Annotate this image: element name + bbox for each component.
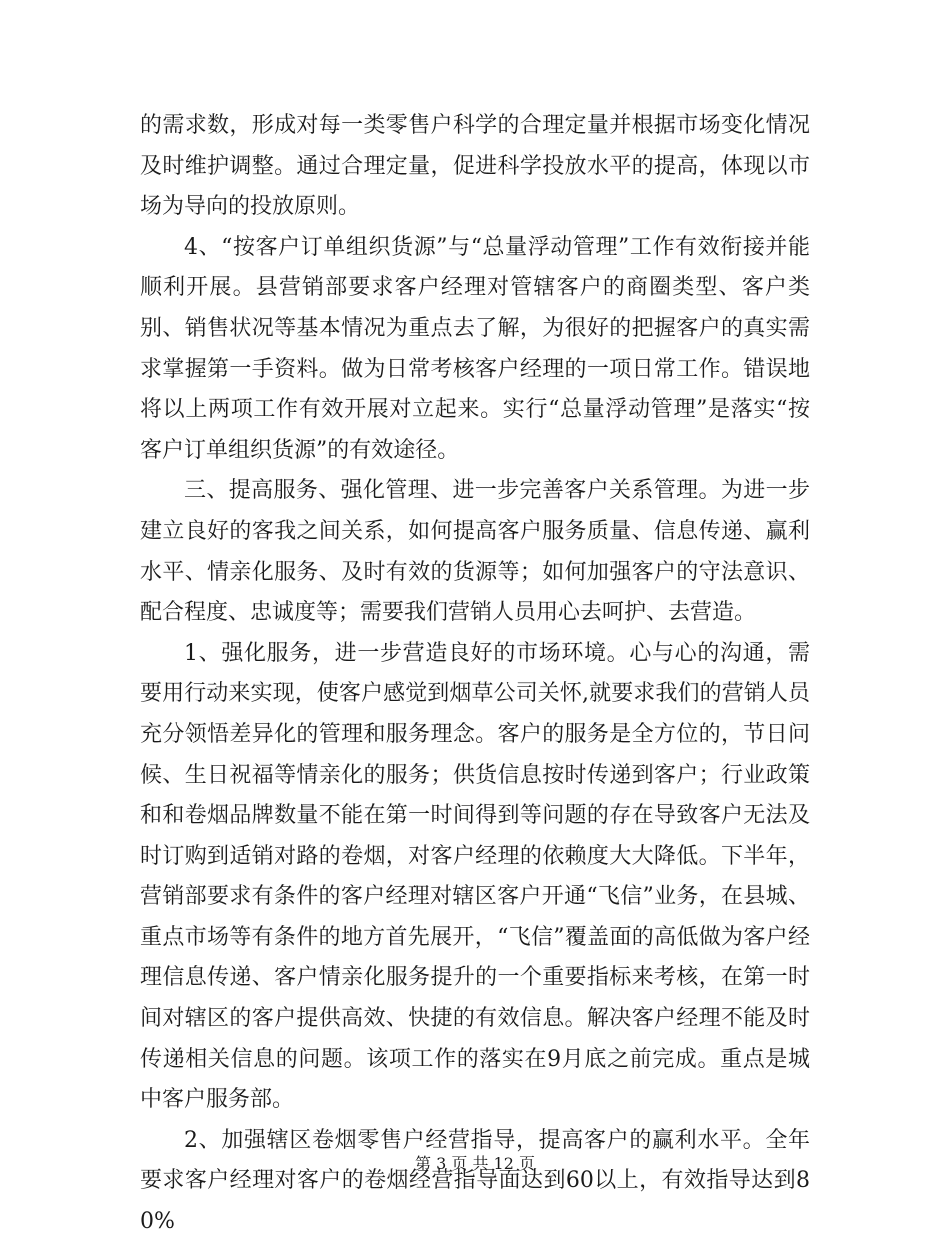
- paragraph-4: 1、强化服务，进一步营造良好的市场环境。心与心的沟通，需要用行动来实现，使客户感觉到烟草公司关怀,就要求我们的营销人员充分领悟差异化的管理和服务理念。客户的服务是全方位的，节日问候、生日祝福等情亲化的服务；供货信息按时传递到客户；行业政策和和卷烟品牌数量不能在第一时间得到等问题的存在导致客户无法及时订购到适销对路的卷烟，对客户经理的依赖度大大降低。下半年，营销部要求有条件的客户经理对辖区客户开通“飞信”业务，在县城、重点市场等有条件的地方首先展开，“飞信”覆盖面的高低做为客户经理信息传递、客户情亲化服务提升的一个重要指标来考核，在第一时间对辖区的客户提供高效、快捷的有效信息。解决客户经理不能及时传递相关信息的问题。该项工作的落实在9月底之前完成。重点是城中客户服务部。: [140, 640, 810, 1113]
- paragraph-1: 的需求数，形成对每一类零售户科学的合理定量并根据市场变化情况及时维护调整。通过合理定量，促进科学投放水平的提高，体现以市场为导向的投放原则。: [140, 113, 810, 220]
- paragraph-5: 2、加强辖区卷烟零售户经营指导，提高客户的赢利水平。全年要求客户经理对客户的卷烟经营指导面达到60以上，有效指导达到80%: [140, 1127, 810, 1235]
- document-body: [140, 106, 810, 1243]
- page-number-footer: 第 3 页 共 12 页: [415, 1154, 535, 1173]
- paragraph-3: 三、提高服务、强化管理、进一步完善客户关系管理。为进一步建立良好的客我之间关系，如何提高客户服务质量、信息传递、赢利水平、情亲化服务、及时有效的货源等；如何加强客户的守法意识、配合程度、忠诚度等；需要我们营销人员用心去呵护、去营造。: [140, 478, 810, 626]
- paragraph-2: 4、“按客户订单组织货源”与“总量浮动管理”工作有效衔接并能顺利开展。县营销部要求客户经理对管辖客户的商圈类型、客户类别、销售状况等基本情况为重点去了解，为很好的把握客户的真实需求掌握第一手资料。做为日常考核客户经理的一项日常工作。错误地将以上两项工作有效开展对立起来。实行“总量浮动管理”是落实“按客户订单组织货源”的有效途径。: [140, 234, 810, 463]
